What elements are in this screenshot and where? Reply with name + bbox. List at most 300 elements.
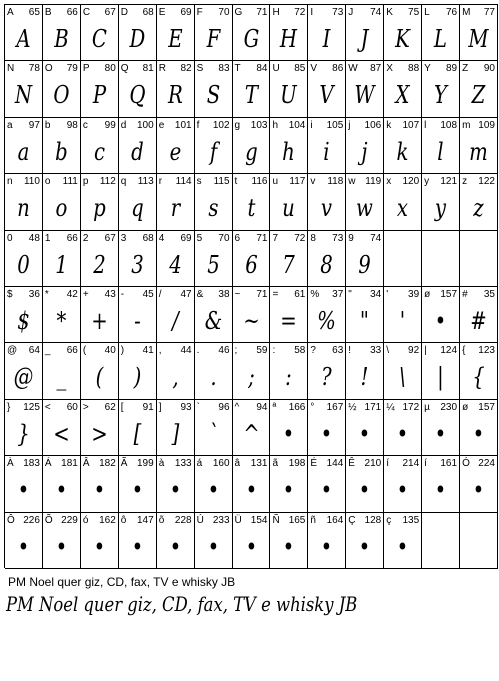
glyph-char-label: # <box>462 288 468 300</box>
glyph-label <box>159 7 192 18</box>
glyph-row <box>5 513 498 569</box>
glyph-cell <box>43 174 81 230</box>
glyph-sample: • <box>207 532 219 561</box>
glyph-char-label: L <box>424 7 430 18</box>
glyph-label <box>159 515 192 526</box>
glyph-cell <box>195 5 233 61</box>
glyph-sample: E <box>167 25 183 53</box>
glyph-sample: • <box>358 419 371 448</box>
glyph-code: 147 <box>137 514 154 526</box>
glyph-char-label: e <box>158 119 165 131</box>
glyph-char-label: M <box>462 7 471 18</box>
glyph-label <box>386 63 419 74</box>
glyph-code: 96 <box>218 401 230 413</box>
glyph-sample: • <box>131 532 144 561</box>
glyph-row <box>5 5 498 61</box>
glyph-sample: • <box>131 476 144 505</box>
glyph-char-label: g <box>234 119 241 131</box>
glyph-code: 43 <box>104 288 116 300</box>
glyph-cell <box>422 287 460 343</box>
glyph-char-label: = <box>272 288 279 300</box>
glyph-code: 106 <box>364 119 382 131</box>
glyph-label <box>159 345 192 356</box>
glyph-sample: x <box>397 194 409 223</box>
glyph-code: 34 <box>370 288 382 300</box>
glyph-sample: 1 <box>55 250 68 279</box>
glyph-label <box>386 176 419 187</box>
glyph-label <box>348 233 381 244</box>
glyph-code: 84 <box>256 63 268 75</box>
glyph-sample: • <box>93 476 106 505</box>
glyph-sample: t <box>247 194 255 223</box>
glyph-char-label: i <box>310 119 313 131</box>
glyph-label <box>45 176 78 187</box>
glyph-cell <box>460 456 498 512</box>
glyph-code: 210 <box>364 458 382 470</box>
glyph-cell <box>43 231 81 287</box>
glyph-sample: , <box>172 363 179 392</box>
glyph-label <box>348 515 381 526</box>
glyph-cell <box>43 400 81 456</box>
glyph-sample: 8 <box>320 250 334 279</box>
glyph-char-label: @ <box>7 345 18 357</box>
glyph-sample: A <box>16 25 31 53</box>
glyph-code: 82 <box>180 63 192 75</box>
glyph-sample: d <box>130 137 144 166</box>
glyph-cell <box>346 61 384 117</box>
glyph-code: 123 <box>478 345 495 357</box>
empty-cell <box>384 231 422 287</box>
glyph-char-label: ^ <box>234 401 240 413</box>
glyph-sample: 4 <box>168 250 182 279</box>
glyph-label <box>235 233 268 244</box>
glyph-char-label: Á <box>44 458 52 470</box>
glyph-code: 119 <box>365 176 382 188</box>
glyph-cell <box>81 174 119 230</box>
glyph-code: 42 <box>66 288 78 300</box>
glyph-sample: p <box>92 194 106 223</box>
glyph-cell <box>5 61 43 117</box>
glyph-code: 69 <box>180 7 192 18</box>
glyph-char-label: : <box>272 345 276 357</box>
glyph-code: 68 <box>142 232 154 244</box>
glyph-cell <box>157 61 195 117</box>
glyph-cell <box>43 287 81 343</box>
glyph-cell <box>233 61 271 117</box>
glyph-label <box>197 458 230 469</box>
glyph-label <box>462 458 495 469</box>
glyph-sample: / <box>171 306 179 335</box>
glyph-label <box>272 7 305 18</box>
glyph-sample: % <box>317 306 337 335</box>
glyph-sample: = <box>280 306 298 335</box>
glyph-code: 164 <box>326 514 344 526</box>
glyph-label <box>235 289 268 300</box>
glyph-sample: - <box>133 306 141 335</box>
glyph-cell <box>460 400 498 456</box>
glyph-char-label: " <box>348 288 352 300</box>
glyph-char-label: 7 <box>272 232 279 244</box>
glyph-sample: • <box>17 532 30 561</box>
glyph-sample: r <box>170 194 180 223</box>
glyph-label <box>83 289 116 300</box>
glyph-label <box>121 120 154 131</box>
glyph-code: 157 <box>478 401 495 413</box>
glyph-char-label: W <box>348 63 358 75</box>
glyph-cell <box>119 118 157 174</box>
glyph-label <box>7 402 40 413</box>
glyph-cell <box>5 287 43 343</box>
glyph-label <box>83 458 116 469</box>
glyph-sample: • <box>358 532 371 561</box>
glyph-label <box>348 120 381 131</box>
glyph-label <box>462 345 495 356</box>
glyph-code: 226 <box>23 514 40 526</box>
glyph-cell <box>270 456 308 512</box>
glyph-char-label: Y <box>424 63 431 75</box>
glyph-sample: c <box>93 137 105 166</box>
glyph-code: 44 <box>180 345 192 357</box>
glyph-cell <box>270 5 308 61</box>
glyph-code: 47 <box>180 288 192 300</box>
glyph-char-label: ç <box>386 514 392 526</box>
glyph-label <box>462 176 495 187</box>
glyph-label <box>197 345 230 356</box>
glyph-code: 93 <box>180 401 192 413</box>
glyph-label <box>83 7 116 18</box>
glyph-sample: • <box>358 476 371 505</box>
glyph-code: 39 <box>408 288 420 300</box>
glyph-label <box>272 63 305 74</box>
glyph-code: 36 <box>28 288 40 300</box>
glyph-label <box>462 7 495 18</box>
glyph-char-label: Z <box>462 63 469 75</box>
glyph-code: 198 <box>288 458 306 470</box>
glyph-char-label: V <box>310 63 318 75</box>
glyph-code: 162 <box>99 514 116 526</box>
glyph-char-label: B <box>44 7 52 18</box>
glyph-cell <box>270 513 308 569</box>
glyph-code: 74 <box>370 7 382 18</box>
glyph-code: 89 <box>445 63 458 75</box>
glyph-char-label: ô <box>120 514 127 526</box>
glyph-char-label: Q <box>120 63 129 75</box>
empty-cell <box>422 231 460 287</box>
glyph-cell <box>195 174 233 230</box>
glyph-cell <box>308 456 346 512</box>
glyph-label <box>7 63 40 74</box>
glyph-code: 67 <box>104 7 116 18</box>
glyph-label <box>45 63 78 74</box>
glyph-code: 105 <box>326 119 344 131</box>
glyph-cell <box>157 343 195 399</box>
glyph-label <box>386 7 419 18</box>
glyph-char-label: ° <box>310 401 315 413</box>
glyph-label <box>45 233 78 244</box>
glyph-char-label: ¼ <box>386 401 395 413</box>
glyph-cell <box>460 118 498 174</box>
glyph-label <box>310 515 343 526</box>
glyph-char-label: - <box>120 288 125 300</box>
glyph-char-label: s <box>196 176 202 188</box>
glyph-char-label: x <box>386 176 392 188</box>
glyph-char-label: U <box>272 63 280 75</box>
glyph-cell <box>460 343 498 399</box>
glyph-sample: Q <box>129 81 146 110</box>
glyph-sample: • <box>245 532 257 561</box>
glyph-cell <box>119 287 157 343</box>
glyph-sample: C <box>91 25 107 53</box>
glyph-cell <box>346 287 384 343</box>
glyph-char-label: É <box>310 458 318 470</box>
glyph-char-label: / <box>158 288 162 300</box>
glyph-label <box>462 63 495 74</box>
glyph-label <box>159 458 192 469</box>
glyph-char-label: µ <box>424 401 430 413</box>
glyph-code: 100 <box>137 119 154 131</box>
glyph-label <box>45 515 78 526</box>
glyph-label <box>45 7 78 18</box>
glyph-label <box>272 345 305 356</box>
glyph-label <box>310 233 343 244</box>
glyph-char-label: Â <box>82 458 90 470</box>
glyph-char-label: p <box>82 176 89 188</box>
glyph-char-label: R <box>158 63 166 75</box>
glyph-code: 110 <box>23 176 40 188</box>
glyph-sample: 9 <box>358 250 372 279</box>
glyph-char-label: A <box>7 7 14 18</box>
glyph-label <box>424 7 457 18</box>
glyph-label <box>197 515 230 526</box>
glyph-sample: { <box>472 363 485 392</box>
glyph-row <box>5 118 498 174</box>
glyph-sample: 0 <box>17 250 30 279</box>
glyph-label <box>121 402 154 413</box>
glyph-code: 88 <box>408 63 420 75</box>
glyph-label <box>386 458 419 469</box>
glyph-char-label: Ú <box>196 514 204 526</box>
glyph-sample: 3 <box>130 250 144 279</box>
glyph-label <box>159 63 192 74</box>
glyph-char-label: à <box>158 458 165 470</box>
glyph-char-label: Ê <box>348 458 355 470</box>
glyph-code: 85 <box>294 63 306 75</box>
glyph-code: 74 <box>370 232 382 244</box>
glyph-code: 116 <box>251 176 268 188</box>
glyph-cell <box>157 174 195 230</box>
glyph-char-label: ª <box>272 401 277 413</box>
glyph-char-label: 8 <box>310 232 316 244</box>
glyph-char-label: ó <box>82 514 89 526</box>
glyph-cell <box>233 400 271 456</box>
glyph-char-label: c <box>82 119 88 131</box>
glyph-label <box>424 289 457 300</box>
glyph-label <box>310 289 343 300</box>
glyph-row <box>5 231 498 287</box>
glyph-cell <box>422 400 460 456</box>
glyph-char-label: T <box>234 63 241 75</box>
glyph-code: 35 <box>483 288 495 300</box>
glyph-code: 112 <box>99 176 116 188</box>
glyph-code: 66 <box>66 232 78 244</box>
glyph-sample: O <box>53 81 70 110</box>
glyph-code: 81 <box>142 63 154 75</box>
glyph-char-label: } <box>7 401 11 413</box>
glyph-sample: • <box>55 532 68 561</box>
glyph-label <box>386 289 419 300</box>
glyph-code: 114 <box>175 176 192 188</box>
glyph-label <box>83 63 116 74</box>
glyph-code: 90 <box>483 63 495 75</box>
glyph-cell <box>195 231 233 287</box>
glyph-label <box>235 515 268 526</box>
glyph-char-label: 5 <box>196 232 203 244</box>
glyph-label <box>197 7 230 18</box>
glyph-code: 157 <box>440 288 458 300</box>
glyph-char-label: ? <box>310 345 316 357</box>
glyph-char-label: ñ <box>310 514 316 526</box>
glyph-label <box>424 120 457 131</box>
glyph-label <box>159 120 192 131</box>
glyph-cell <box>346 343 384 399</box>
glyph-cell <box>422 61 460 117</box>
glyph-sample: & <box>204 306 222 335</box>
glyph-label <box>159 402 192 413</box>
glyph-cell <box>384 287 422 343</box>
glyph-label <box>310 120 343 131</box>
glyph-code: 41 <box>142 345 154 357</box>
glyph-cell <box>43 5 81 61</box>
glyph-label <box>83 233 116 244</box>
glyph-label <box>272 120 305 131</box>
glyph-cell <box>384 5 422 61</box>
glyph-label <box>348 63 381 74</box>
glyph-sample: • <box>396 532 409 561</box>
glyph-sample: U <box>280 81 298 110</box>
glyph-label <box>235 7 268 18</box>
glyph-code: 62 <box>104 401 116 413</box>
glyph-label <box>462 402 495 413</box>
glyph-char-label: k <box>386 119 392 131</box>
glyph-label <box>235 402 268 413</box>
glyph-sample: " <box>360 306 370 335</box>
glyph-label <box>272 402 305 413</box>
glyph-sample: X <box>395 81 410 110</box>
glyph-sample: ; <box>247 363 255 392</box>
glyph-code: 109 <box>478 119 495 131</box>
glyph-cell <box>81 456 119 512</box>
glyph-char-label: S <box>196 63 204 75</box>
glyph-sample: k <box>396 137 409 166</box>
glyph-label <box>272 458 305 469</box>
glyph-cell <box>119 343 157 399</box>
glyph-sample: P <box>92 81 106 110</box>
glyph-label <box>424 458 457 469</box>
glyph-code: 68 <box>142 7 154 18</box>
glyph-code: 37 <box>332 288 344 300</box>
glyph-code: 66 <box>66 7 78 18</box>
glyph-label <box>83 402 116 413</box>
glyph-label <box>7 176 40 187</box>
glyph-label <box>348 458 381 469</box>
glyph-cell <box>270 343 308 399</box>
glyph-cell <box>157 456 195 512</box>
glyph-label <box>462 120 495 131</box>
glyph-sample: T <box>244 81 258 110</box>
glyph-sample: # <box>470 306 487 335</box>
glyph-cell <box>81 231 119 287</box>
glyph-label <box>83 345 116 356</box>
glyph-sample: u <box>282 194 296 223</box>
glyph-label <box>7 515 40 526</box>
glyph-sample: @ <box>13 363 34 392</box>
glyph-code: 160 <box>212 458 230 470</box>
glyph-char-label: a <box>7 119 13 131</box>
glyph-cell <box>5 174 43 230</box>
glyph-sample: ? <box>321 363 333 392</box>
glyph-code: 73 <box>332 7 344 18</box>
glyph-char-label: P <box>82 63 90 75</box>
glyph-sample: • <box>17 476 30 505</box>
glyph-sample: 2 <box>93 250 106 279</box>
glyph-sample: 5 <box>206 250 220 279</box>
glyph-row <box>5 174 498 230</box>
glyph-label <box>197 233 230 244</box>
glyph-cell <box>81 118 119 174</box>
glyph-cell <box>233 287 271 343</box>
glyph-code: 48 <box>28 232 40 244</box>
glyph-code: 61 <box>294 288 306 300</box>
glyph-sample: H <box>280 25 298 53</box>
glyph-char-label: K <box>386 7 393 18</box>
glyph-label <box>348 289 381 300</box>
glyph-cell <box>119 513 157 569</box>
glyph-label <box>7 233 40 244</box>
glyph-label <box>348 176 381 187</box>
glyph-sample: e <box>169 137 181 166</box>
glyph-char-label: 9 <box>348 232 354 244</box>
glyph-label <box>7 345 40 356</box>
glyph-char-label: ( <box>82 345 87 357</box>
glyph-char-label: | <box>424 345 427 357</box>
glyph-cell <box>81 343 119 399</box>
glyph-code: 230 <box>440 401 458 413</box>
glyph-label <box>45 402 78 413</box>
glyph-sample: S <box>206 81 220 110</box>
glyph-label <box>121 233 154 244</box>
glyph-sample: * <box>56 306 67 335</box>
glyph-cell <box>233 513 271 569</box>
glyph-label <box>197 63 230 74</box>
glyph-sample: • <box>169 532 181 561</box>
glyph-code: 73 <box>332 232 344 244</box>
glyph-char-label: $ <box>7 288 13 300</box>
glyph-char-label: C <box>82 7 91 18</box>
empty-cell <box>460 231 498 287</box>
glyph-char-label: h <box>272 119 279 131</box>
glyph-code: 87 <box>370 63 382 75</box>
glyph-cell <box>422 5 460 61</box>
glyph-code: 131 <box>250 458 268 470</box>
glyph-code: 76 <box>445 7 458 18</box>
glyph-label <box>83 515 116 526</box>
glyph-cell <box>157 513 195 569</box>
glyph-char-label: > <box>82 401 89 413</box>
glyph-sample: • <box>245 476 257 505</box>
glyph-char-label: { <box>462 345 466 357</box>
glyph-code: 72 <box>294 7 306 18</box>
glyph-cell <box>460 174 498 230</box>
